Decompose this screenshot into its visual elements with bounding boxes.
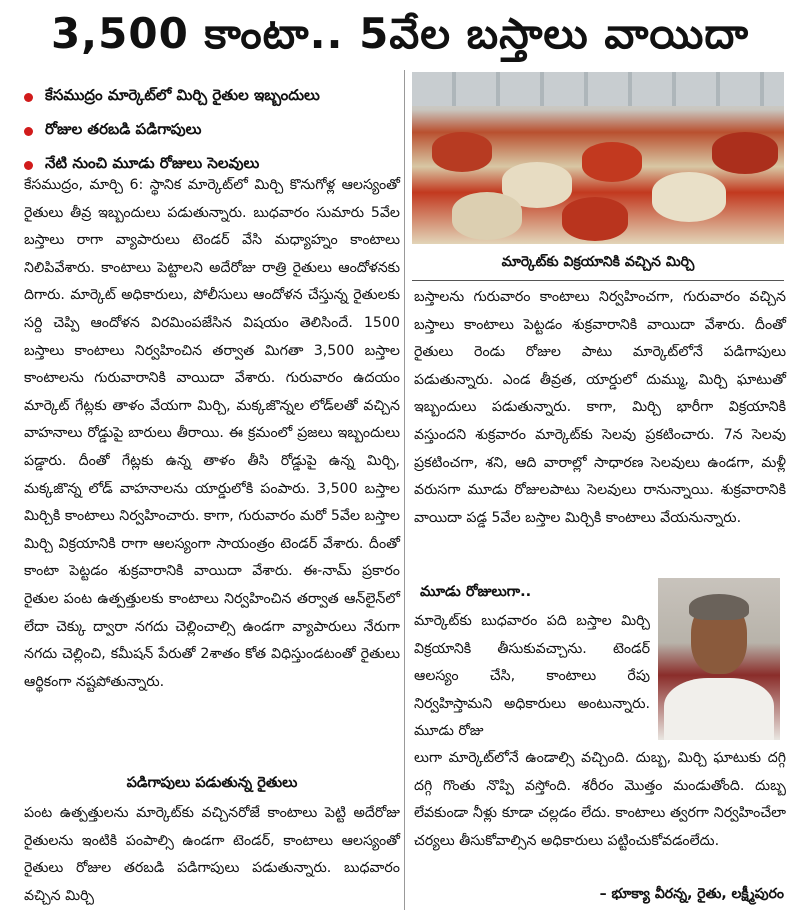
summary-bullets: [24, 80, 394, 182]
bullet-dot-icon: [24, 127, 33, 136]
bullet-item: నేటి నుంచి మూడు రోజులు సెలవులు: [24, 148, 394, 182]
farmer-portrait-photo: [658, 578, 780, 740]
subheading-three-days: మూడు రోజులుగా..: [420, 584, 532, 600]
article-column-1: కేసముద్రం, మార్చి 6: స్థానిక మార్కెట్‌లో మిర్చి కొనుగోళ్ల ఆలస్యంతో రైతులు తీవ్ర ఇబ్బందులు పడుతున్నారు. బుధవారం సుమారు 5వేల బస్తాలు రాగా వ్యాపారులు టెండర్‌ వేసి మధ్యాహ్నం కాంటాలు నిలిపివేశారు. కాంటాలు పెట్టాలని అదేరోజు రాత్రి రైతులు ఆందోళనకు దిగారు. మార్కెట్‌ అధికారులు, పోలీసులు ఆందోళన చేస్తున్న రైతులకు సర్ది చెప్పి ఆందోళన విరమింపజేసిన విషయం తెలిసిందే. 1500 బస్తాలు కాంటాలు నిర్వహించిన తర్వాత మిగతా 3,500 బస్తాల కాంటాలను గురువారానికి వాయిదా వేశారు. గురువారం ఉదయం మార్కెట్‌ గేట్లకు తాళం వేయగా మిర్చి, మక్కజొన్నల లోడ్‌లతో వచ్చిన వాహనాలు రోడ్డుపై బారులు తీరాయి. ఈ క్రమంలో ప్రజలు ఇబ్బందులు పడ్డారు. దీంతో గేట్లకు ఉన్న తాళం తీసి రోడ్డుపై ఉన్న మిర్చి, మక్కజొన్న లోడ్‌ వాహనాలను యార్డులోకి పంపారు. 3,500 బస్తాల మిర్చికి కాంటాలు నిర్వహించారు. కాగా, గురువారం మరో 5వేల బస్తాల మిర్చి విక్రయానికి రాగా ఆలస్యంగా సాయంత్రం టెండర్‌ వేశారు. దీంతో కాంటా పెట్టడం శుక్రవారానికి వాయిదా వేశారు. ఈ-నామ్‌ ప్రకారం రైతుల పంట ఉత్పత్తులకు కాంటాలు నిర్వహించిన తర్వాత ఆన్‌లైన్‌లో లేదా చెక్కు ద్వారా నగదు చెల్లించాల్సి ఉండగా వ్యాపారులు నేరుగా నగదు చెల్లించి, కమీషన్‌ పేరుతో 2శాతం కోత విధిస్తుండటంతో రైతులు ఆర్థికంగా నష్టపోతున్నారు.: [24, 177, 400, 690]
photo-caption: మార్కెట్‌కు విక్రయానికి వచ్చిన మిర్చి: [412, 244, 784, 281]
quote-author: – భూక్యా వీరన్న, రైతు, లక్ష్మీపురం: [599, 886, 784, 902]
article-column-1-continued: పంట ఉత్పత్తులను మార్కెట్‌కు వచ్చినరోజే కాంటాలు పెట్టి అదేరోజు రైతులను ఇంటికి పంపాల్సి ఉండగా టెండర్‌, కాంటాలు ఆలస్యంతో రైతులు రోజుల తరబడి పడిగాపులు పడుతున్నారు. బుధవారం వచ్చిన మిర్చి: [24, 805, 400, 904]
bullet-dot-icon: [24, 161, 33, 170]
bullet-item: రోజుల తరబడి పడిగాపులు: [24, 114, 394, 148]
column-divider: [404, 70, 405, 910]
bullet-item: కేసముద్రం మార్కెట్‌లో మిర్చి రైతుల ఇబ్బందులు: [24, 80, 394, 114]
farmer-quote: మార్కెట్‌కు బుధవారం పది బస్తాల మిర్చి విక్రయానికి తీసుకువచ్చాను. టెండర్‌ ఆలస్యం చేసి, కాంటాలు రేపు నిర్వహిస్తామని అధికారులు అంటున్నారు. మూడు రోజు: [414, 613, 650, 740]
subheading-farmers-waiting: పడిగాపులు పడుతున్న రైతులు: [126, 775, 298, 791]
market-chilli-photo: [412, 72, 784, 244]
headline: 3,500 కాంటా.. 5వేల బస్తాలు వాయిదా: [50, 9, 750, 58]
farmer-quote-continued: లుగా మార్కెట్‌లోనే ఉండాల్సి వచ్చింది. దుబ్బ, మిర్చి ఘాటుకు దగ్గి దగ్గి గొంతు నొప్పి వస్తోంది. శరీరం మొత్తం మండుతోంది. దుబ్బ లేవకుండా నీళ్లు కూడా చల్లడం లేదు. కాంటాలు త్వరగా నిర్వహించేలా చర్యలు తీసుకోవాల్సిన అధికారులు పట్టించుకోవడంలేదు.: [414, 750, 786, 849]
bullet-dot-icon: [24, 93, 33, 102]
article-column-2: బస్తాలను గురువారం కాంటాలు నిర్వహించగా, గురువారం వచ్చిన బస్తాలు కాంటాలు పెట్టడం శుక్రవారానికి వాయిదా వేశారు. దీంతో రైతులు రెండు రోజుల పాటు మార్కెట్‌లోనే పడిగాపులు పడుతున్నారు. ఎండ తీవ్రత, యార్డులో దుమ్ము, మిర్చి ఘాటుతో ఇబ్బందులు పడుతున్నారు. కాగా, మిర్చి భారీగా విక్రయానికి వస్తుందని శుక్రవారం మార్కెట్‌కు సెలవు ప్రకటించారు. 7న సెలవు ప్రకటించగా, శని, ఆది వారాల్లో సాధారణ సెలవులు ఉండగా, మళ్లీ వరుసగా మూడు రోజులపాటు సెలవులు రానున్నాయి. శుక్రవారానికి వాయిదా పడ్డ 5వేల బస్తాల మిర్చికి కాంటాలు వేయనున్నారు.: [414, 289, 786, 526]
